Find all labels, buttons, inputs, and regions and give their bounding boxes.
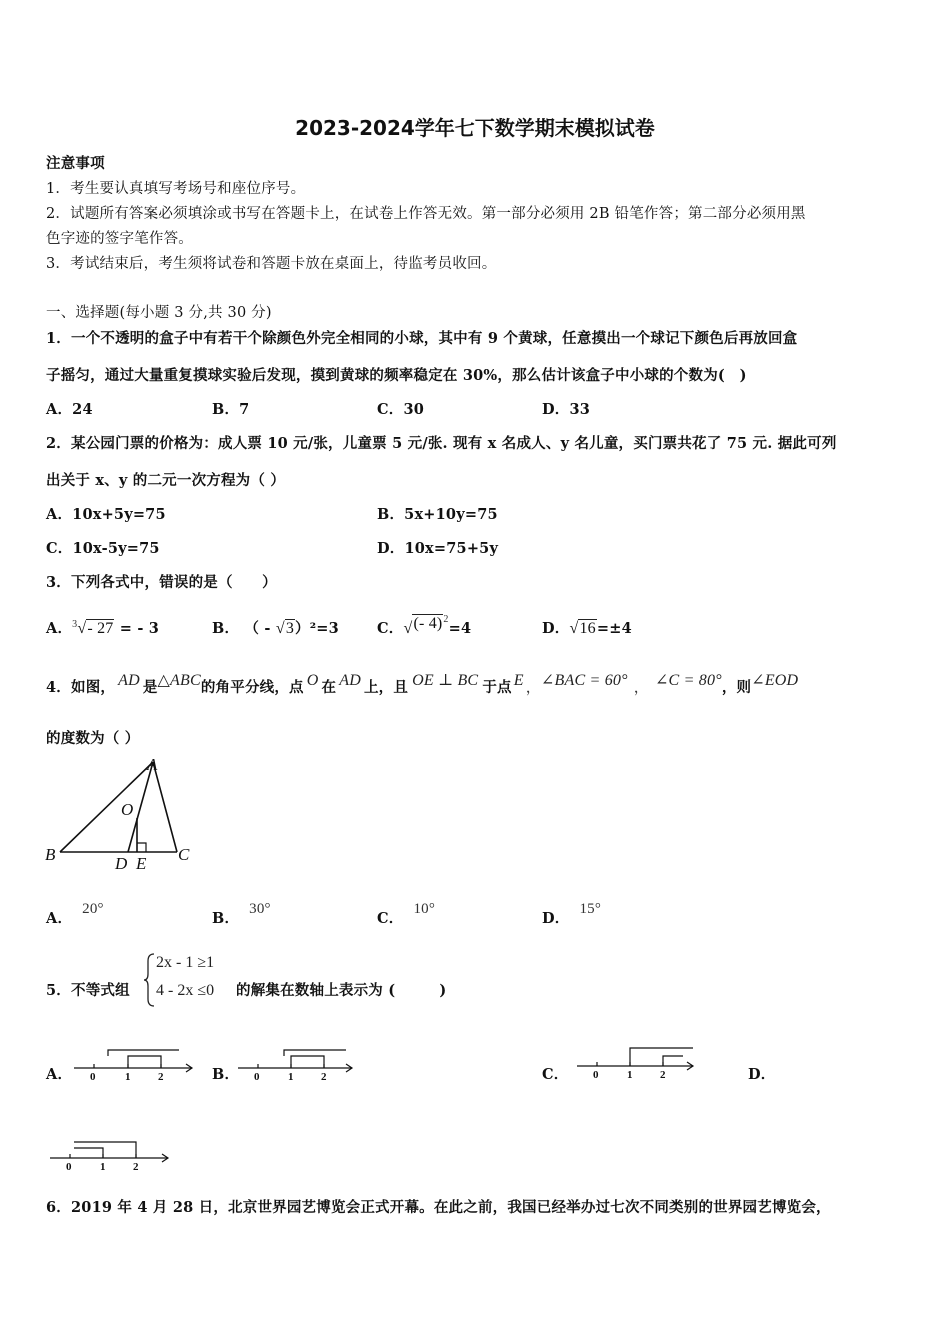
radical-icon: √ <box>77 620 87 637</box>
tick-2: 2 <box>158 1071 164 1083</box>
q4-math-angle-eod: ∠EOD <box>751 672 799 689</box>
tick-1: 1 <box>125 1071 131 1083</box>
q3-option-b <box>212 617 339 638</box>
tick-0: 0 <box>66 1161 72 1173</box>
label-a: A <box>147 755 158 774</box>
q5-option-a-label: A． <box>46 1066 73 1083</box>
q5-number: 5．不等式组 <box>46 982 130 999</box>
q5-option-d-label: D． <box>748 1066 776 1083</box>
q4-math-perpendicular: OE ⊥ BC <box>412 672 479 689</box>
notice-heading: 注意事项 <box>46 155 105 172</box>
section-heading: 一、选择题(每小题 3 分,共 30 分) <box>46 305 272 321</box>
q4-text-3: 在 <box>321 679 337 696</box>
q4-math-o: O <box>306 672 319 689</box>
tick-2: 2 <box>660 1069 666 1081</box>
q1-stem-line-2: 子摇匀，通过大量重复摸球实验后发现，摸到黄球的频率稳定在 30%，那么估计该盒子中小球的个数为( ) <box>46 367 747 384</box>
q3-option-a-root-index: 3 <box>72 619 78 631</box>
q3-option-d-radicand: 16 <box>579 620 596 637</box>
notice-item-3: 3．考试结束后，考生须将试卷和答题卡放在桌面上，待监考员收回。 <box>46 256 497 272</box>
q5-option-c-label: C． <box>542 1066 569 1083</box>
q4-math-angle-c: ∠C = 80° <box>654 672 722 689</box>
q2-stem-line-2: 出关于 x、y 的二元一次方程为（ ） <box>46 472 286 489</box>
q4-math-angle-bac: ∠BAC = 60° <box>540 672 628 689</box>
q3-option-d-label: D． <box>542 620 570 637</box>
q4-triangle-figure <box>40 752 200 874</box>
label-o: O <box>121 800 134 819</box>
q3-option-c-exponent: 2 <box>443 614 449 626</box>
q3-option-b-open: （ - <box>244 620 276 637</box>
q4-math-ad-2: AD <box>339 672 361 689</box>
tick-1: 1 <box>100 1161 106 1173</box>
tick-2: 2 <box>133 1161 139 1173</box>
q4-text-5: 于点 <box>482 679 512 696</box>
radical-icon: √ <box>569 620 579 637</box>
q4-option-c <box>377 901 436 928</box>
radical-icon: √ <box>403 620 413 637</box>
q4-comma-2: ， <box>633 680 649 696</box>
q5-option-c-number-line <box>575 1044 697 1082</box>
q4-option-a <box>46 901 104 928</box>
right-angle-mark <box>137 843 146 852</box>
q4-option-b-value: 30° <box>249 901 271 917</box>
label-b: B <box>45 845 56 864</box>
q2-option-c: C．10x-5y=75 <box>46 540 160 557</box>
q5-stem-tail: 的解集在数轴上表示为 ( ) <box>236 982 447 999</box>
notice-item-1: 1．考生要认真填写考场号和座位序号。 <box>46 181 306 197</box>
q3-option-b-result: ）²=3 <box>295 620 339 637</box>
q1-option-c: C．30 <box>377 401 425 418</box>
q3-option-a-label: A． <box>46 620 73 637</box>
q4-option-b <box>212 901 271 928</box>
q4-stem-line-2: 的度数为（ ） <box>46 730 140 747</box>
q4-math-triangle: △ABC <box>157 672 201 689</box>
q4-option-b-label: B． <box>212 910 240 927</box>
q3-option-a-result: = - 3 <box>119 620 160 637</box>
q4-option-c-label: C． <box>377 910 404 927</box>
tick-0: 0 <box>593 1069 599 1081</box>
q3-option-d <box>542 617 632 638</box>
q5-option-d-number-line <box>48 1136 172 1174</box>
q5-inequality-1: 2x - 1 ≥1 <box>156 954 215 971</box>
q6-stem-line-1: 6．2019 年 4 月 28 日，北京世界园艺博览会正式开幕。在此之前，我国已经举办过七次不同类别的世界园艺博览会， <box>46 1199 831 1216</box>
q4-option-a-label: A． <box>46 910 73 927</box>
q4-number: 4．如图， <box>46 679 116 696</box>
q3-option-c-result: =4 <box>448 620 472 637</box>
q4-option-d <box>542 901 602 928</box>
q3-option-c-radicand: (- 4) <box>413 615 443 632</box>
label-c: C <box>178 845 190 864</box>
q2-option-b: B．5x+10y=75 <box>377 506 498 523</box>
page-title: 2023-2024学年七下数学期末模拟试卷 <box>295 116 655 140</box>
q4-math-ad: AD <box>118 672 140 689</box>
tick-2: 2 <box>321 1071 327 1083</box>
tick-1: 1 <box>627 1069 633 1081</box>
q4-text-1: 是 <box>142 679 158 696</box>
q3-stem: 3．下列各式中，错误的是（ ） <box>46 574 277 591</box>
q4-text-2: 的角平分线，点 <box>200 679 304 696</box>
q4-option-d-value: 15° <box>579 901 602 917</box>
q3-option-c-label: C． <box>377 620 404 637</box>
q2-option-d: D．10x=75+5y <box>377 540 499 557</box>
notice-item-2-line-2: 色字迹的签字笔作答。 <box>46 231 193 247</box>
tick-1: 1 <box>288 1071 294 1083</box>
q4-math-e: E <box>513 672 524 689</box>
label-d: D <box>115 854 128 873</box>
q1-option-b: B．7 <box>212 401 250 418</box>
label-e: E <box>136 854 147 873</box>
side-ac <box>153 762 177 852</box>
q3-option-d-result: =±4 <box>596 620 632 637</box>
brace-icon <box>143 952 157 1008</box>
q5-option-b-label: B． <box>212 1066 240 1083</box>
tick-0: 0 <box>254 1071 260 1083</box>
q4-text-6: ，则 <box>721 679 752 696</box>
q3-option-c <box>377 612 472 637</box>
q3-option-a-radicand: - 27 <box>87 620 114 637</box>
q1-option-a: A．24 <box>46 401 93 418</box>
q5-option-a-number-line <box>72 1046 197 1084</box>
side-ab <box>60 762 153 852</box>
q4-option-c-value: 10° <box>413 901 436 917</box>
radical-icon: √ <box>275 620 285 637</box>
q4-text-4: 上，且 <box>363 679 409 696</box>
q3-option-b-radicand: 3 <box>285 620 295 637</box>
q2-stem-line-1: 2．某公园门票的价格为：成人票 10 元/张，儿童票 5 元/张. 现有 x 名成人、y 名儿童，买门票共花了 75 元. 据此可列 <box>46 435 837 452</box>
q4-comma-1: ， <box>525 680 541 696</box>
q1-option-d: D．33 <box>542 401 591 418</box>
tick-0: 0 <box>90 1071 96 1083</box>
q5-option-b-number-line <box>236 1046 356 1084</box>
q3-option-a <box>46 617 159 638</box>
q4-option-d-label: D． <box>542 910 570 927</box>
notice-item-2-line-1: 2．试题所有答案必须填涂或书写在答题卡上，在试卷上作答无效。第一部分必须用 2B 铅笔作答；第二部分必须用黑 <box>46 206 806 222</box>
q1-stem-line-1: 1．一个不透明的盒子中有若干个除颜色外完全相同的小球，其中有 9 个黄球，任意摸出一个球记下颜色后再放回盒 <box>46 330 798 347</box>
q4-stem-line-1 <box>46 672 799 697</box>
q4-option-a-value: 20° <box>82 901 104 917</box>
q3-option-b-label: B． <box>212 620 240 637</box>
q2-option-a: A．10x+5y=75 <box>46 506 166 523</box>
q5-inequality-2: 4 - 2x ≤0 <box>156 982 215 999</box>
